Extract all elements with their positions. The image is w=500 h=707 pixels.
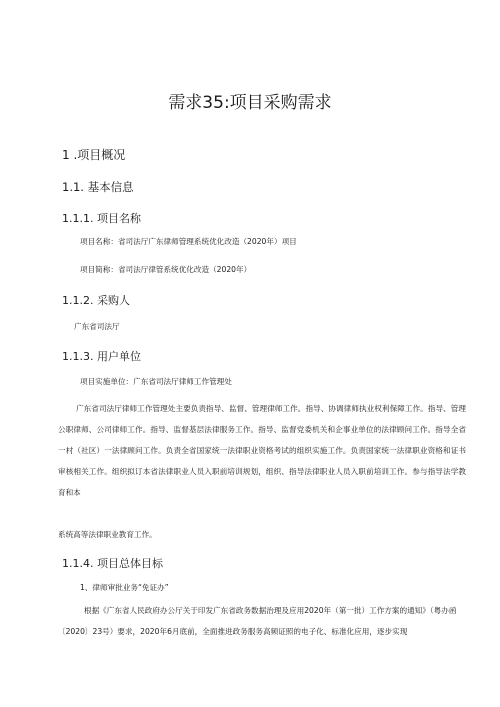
section-heading-1-1-3: 1.1.3. 用户单位 <box>62 350 141 363</box>
goal-item-1: 1、律师审批业务“免证办” <box>80 583 169 592</box>
page-title: 需求35:项目采购需求 <box>168 93 332 113</box>
section-heading-1-1-4: 1.1.4. 项目总体目标 <box>62 557 163 570</box>
purchaser-text: 广东省司法厅 <box>74 322 120 331</box>
section-heading-1-1-2: 1.1.2. 采购人 <box>62 294 130 307</box>
section-heading-1-1-1: 1.1.1. 项目名称 <box>62 212 141 225</box>
unit-description-end: 系统高等法律职业教育工作。 <box>58 530 157 539</box>
unit-description-paragraph: 广东省司法厅律师工作管理处主要负责指导、监督、管理律师工作。指导、协调律师执业权利保障工作。指导、管理公职律师、公司律师工作。指导、监督基层法律服务工作。指导、监督党委机关和企事业单位的法律顾问工作。指导全省一村（社区）一法律顾问工作。负责全省国家统一法律职业资格考试的组织实施工作。负责国家统一法律职业资格和证书审核相关工作。组织拟订本省法律职业人员入职前培训规划，组织、指导法律职业人员入职前培训工作。参与指导法学教育和本 <box>58 404 466 497</box>
basis-paragraph: 根据《广东省人民政府办公厅关于印发广东省政务数据治理及应用2020年（第一批）工作方案的通知》（粤办函〔2020〕23号）要求，2020年6月底前，全面推进政务服务高频证照的电子化、标准化应用，逐步实现 <box>58 606 457 636</box>
section-heading-1-1: 1.1. 基本信息 <box>62 180 134 194</box>
implementer-text: 项目实施单位：广东省司法厅律师工作管理处 <box>80 377 232 386</box>
project-short-name-text: 项目简称：省司法厅律管系统优化改造（2020年） <box>80 265 252 274</box>
project-name-text: 项目名称：省司法厅广东律师管理系统优化改造（2020年）项目 <box>80 237 297 246</box>
section-heading-1: 1 .项目概况 <box>62 148 126 162</box>
